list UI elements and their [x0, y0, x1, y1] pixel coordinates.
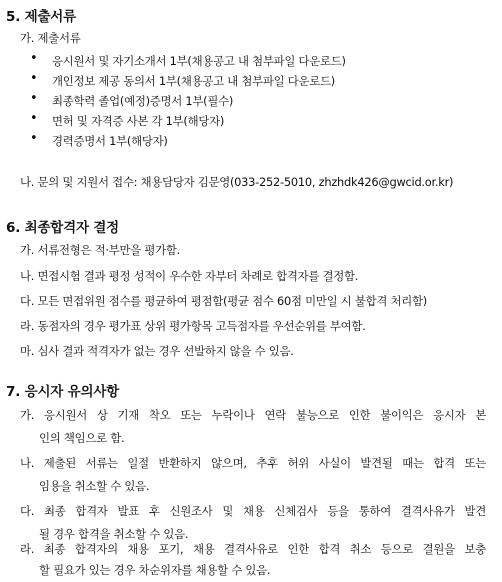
bullet-icon: • [30, 111, 38, 126]
list-item: 응시원서 및 자기소개서 1부(채용공고 내 첨부파일 다운로드) [52, 54, 346, 68]
list-item: 가. 응시원서 상 기재 착오 또는 누락이나 연락 불능으로 인한 불이익은 응시자 본 [20, 408, 486, 422]
list-item-continuation: 임용을 취소할 수 있음. [39, 479, 150, 493]
list-item: 나. 면접시험 결과 평정 성적이 우수한 자부터 차례로 합격자를 결정함. [20, 269, 359, 283]
list-item-continuation: 할 필요가 있는 경우 차순위자를 채용할 수 있음. [39, 563, 271, 577]
bullet-icon: • [30, 91, 38, 106]
bullet-icon: • [30, 51, 38, 66]
section-6-heading: 6. 최종합격자 결정 [6, 220, 120, 236]
list-item: 라. 최종 합격자의 채용 포기, 채용 결격사유로 인한 합격 취소 등으로 결원을 보충 [20, 542, 486, 556]
list-item: 라. 동점자의 경우 평가표 상위 평가항목 고득점자를 우선순위를 부여함. [20, 319, 366, 333]
bullet-icon: • [30, 131, 38, 146]
list-item: 경력증명서 1부(해당자) [52, 134, 168, 148]
list-item: 가. 서류전형은 적·부만을 평가함. [20, 243, 181, 257]
list-item: 면허 및 자격증 사본 각 1부(해당자) [52, 114, 225, 128]
section-5-heading: 5. 제출서류 [6, 9, 76, 25]
list-item: 나. 제출된 서류는 일절 반환하지 않으며, 추후 허위 사실이 발견될 때는 합격 또는 [20, 456, 486, 470]
list-item: 마. 심사 결과 적격자가 없는 경우 선발하지 않을 수 있음. [20, 344, 294, 358]
list-item: 개인정보 제공 동의서 1부(채용공고 내 첨부파일 다운로드) [52, 74, 335, 88]
list-item-continuation: 될 경우 합격을 취소할 수 있음. [39, 527, 189, 541]
list-item: 다. 최종 합격자 발표 후 신원조사 및 채용 신체검사 등을 통하여 결격사유가 발견 [20, 504, 486, 518]
section-5-contact: 나. 문의 및 지원서 접수: 채용담당자 김문영(033-252-5010, zhzhdk426@gwcid.or.kr) [20, 175, 454, 189]
list-item: 최종학력 졸업(예정)증명서 1부(필수) [52, 94, 234, 108]
section-5-subheading-a: 가. 제출서류 [20, 31, 81, 45]
list-item-continuation: 인의 책임으로 함. [39, 431, 125, 445]
section-7-heading: 7. 응시자 유의사항 [6, 384, 120, 400]
bullet-icon: • [30, 71, 38, 86]
list-item: 다. 모든 면접위원 점수를 평균하여 평점함(평균 점수 60점 미만일 시 불합격 처리함) [20, 294, 427, 308]
